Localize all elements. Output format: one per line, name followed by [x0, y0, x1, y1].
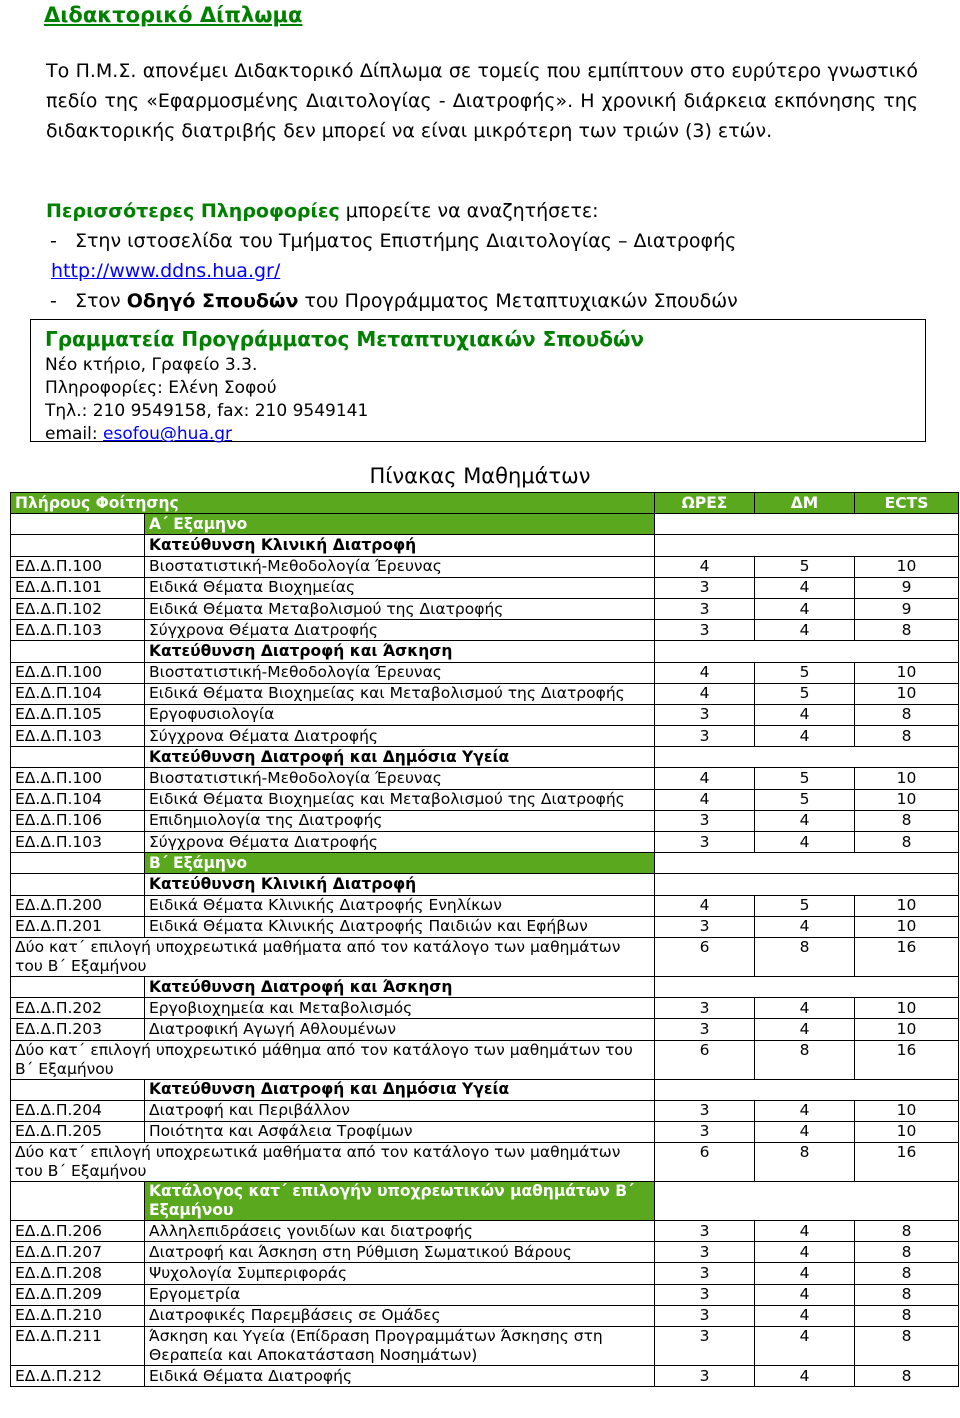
course-row — [11, 556, 959, 577]
info-line-guide-post: του Προγράμματος Μεταπτυχιακών Σπουδών — [298, 290, 738, 312]
course-row — [11, 577, 959, 598]
course-title: Ψυχολογία Συμπεριφοράς — [145, 1263, 655, 1284]
hours-cell: 3 — [655, 1221, 755, 1242]
hours-cell: 3 — [655, 1327, 755, 1366]
ects-cell: 10 — [855, 683, 959, 704]
course-code: ΕΔ.Δ.Π.104 — [11, 789, 145, 810]
courses-table — [10, 492, 959, 1387]
dm-cell: 5 — [755, 556, 855, 577]
course-title: Ειδικά Θέματα Βιοχημείας — [145, 577, 655, 598]
study-guide-label: Οδηγό Σπουδών — [126, 290, 299, 312]
blank-cell — [655, 514, 959, 535]
hours-cell: 3 — [655, 810, 755, 831]
course-title: Αλληλεπιδράσεις γονιδίων και διατροφής — [145, 1221, 655, 1242]
hours-cell: 3 — [655, 998, 755, 1019]
header-hours: ΩΡΕΣ — [655, 493, 755, 514]
course-code: ΕΔ.Δ.Π.105 — [11, 704, 145, 725]
course-row — [11, 832, 959, 853]
info-line-guide-pre: - Στον — [50, 290, 127, 312]
secretariat-email-line — [45, 423, 911, 446]
dm-cell: 4 — [755, 832, 855, 853]
elective-catalog-label: Κατάλογος κατ΄ επιλογήν υποχρεωτικών μαθημάτων Β΄ Εξαμήνου — [145, 1182, 655, 1221]
semester-label: Β΄ Εξάμηνο — [145, 853, 655, 874]
ects-cell: 10 — [855, 998, 959, 1019]
course-title: Διατροφή και Περιβάλλον — [145, 1100, 655, 1121]
course-code: ΕΔ.Δ.Π.208 — [11, 1263, 145, 1284]
ects-cell: 10 — [855, 895, 959, 916]
dm-cell: 4 — [755, 1242, 855, 1263]
course-row — [11, 916, 959, 937]
course-title: Σύγχρονα Θέματα Διατροφής — [145, 620, 655, 641]
course-title: Βιοστατιστική-Μεθοδολογία Έρευνας — [145, 556, 655, 577]
dm-cell: 5 — [755, 895, 855, 916]
blank-cell — [11, 641, 145, 662]
course-title: Ειδικά Θέματα Κλινικής Διατροφής Ενηλίκων — [145, 895, 655, 916]
blank-cell — [11, 1182, 145, 1221]
ects-cell: 10 — [855, 556, 959, 577]
blank-cell — [655, 747, 959, 768]
course-title: Σύγχρονα Θέματα Διατροφής — [145, 832, 655, 853]
course-row — [11, 1100, 959, 1121]
course-title: Ειδικά Θέματα Βιοχημείας και Μεταβολισμού της Διατροφής — [145, 683, 655, 704]
course-row — [11, 1305, 959, 1326]
dm-cell: 5 — [755, 768, 855, 789]
hours-cell: 4 — [655, 768, 755, 789]
dm-cell: 4 — [755, 1121, 855, 1142]
hours-cell: 3 — [655, 726, 755, 747]
course-title: Διατροφικές Παρεμβάσεις σε Ομάδες — [145, 1305, 655, 1326]
ects-cell: 8 — [855, 1221, 959, 1242]
course-code: ΕΔ.Δ.Π.205 — [11, 1121, 145, 1142]
blank-cell — [655, 641, 959, 662]
hours-cell: 3 — [655, 598, 755, 619]
more-info-section — [46, 196, 926, 316]
table-header-row — [11, 493, 959, 514]
ects-cell: 8 — [855, 1242, 959, 1263]
dm-cell: 4 — [755, 1263, 855, 1284]
course-row — [11, 1019, 959, 1040]
header-dm: ΔΜ — [755, 493, 855, 514]
hours-cell: 4 — [655, 789, 755, 810]
hours-cell: 4 — [655, 895, 755, 916]
elective-requirement-text: Δύο κατ΄ επιλογή υποχρεωτικό μάθημα από τον κατάλογο των μαθημάτων του Β΄ Εξαμήνου — [11, 1040, 655, 1079]
dm-cell: 4 — [755, 916, 855, 937]
blank-cell — [655, 1182, 959, 1221]
semester-label: Α΄ Εξαμηνο — [145, 514, 655, 535]
direction-label: Κατεύθυνση Κλινική Διατροφή — [145, 874, 655, 895]
course-row — [11, 1121, 959, 1142]
course-title: Ποιότητα και Ασφάλεια Τροφίμων — [145, 1121, 655, 1142]
course-code: ΕΔ.Δ.Π.206 — [11, 1221, 145, 1242]
course-code: ΕΔ.Δ.Π.104 — [11, 683, 145, 704]
ects-cell: 10 — [855, 768, 959, 789]
course-row — [11, 810, 959, 831]
info-line-website: - Στην ιστοσελίδα του Τμήματος Επιστήμης Διαιτολογίας – Διατροφής — [50, 230, 737, 252]
course-row — [11, 1263, 959, 1284]
direction-label: Κατεύθυνση Διατροφή και Άσκηση — [145, 641, 655, 662]
course-row — [11, 768, 959, 789]
info-line-guide — [46, 286, 926, 316]
ects-cell: 8 — [855, 1366, 959, 1387]
direction-label: Κατεύθυνση Διατροφή και Δημόσια Υγεία — [145, 1079, 655, 1100]
course-row — [11, 1366, 959, 1387]
course-row — [11, 1284, 959, 1305]
hours-cell: 3 — [655, 620, 755, 641]
intro-paragraph: Το Π.Μ.Σ. απονέμει Διδακτορικό Δίπλωμα σε τομείς που εμπίπτουν στο ευρύτερο γνωστικό πεδίο της «Εφαρμοσμένης Διαιτολογίας - Διατροφής». Η χρονική διάρκεια εκπόνησης της διδακτορικής διατριβής δεν μπορεί να είναι μικρότερη των τριών (3) ετών. — [46, 60, 918, 142]
course-code: ΕΔ.Δ.Π.209 — [11, 1284, 145, 1305]
hours-cell: 3 — [655, 1305, 755, 1326]
courses-table-title: Πίνακας Μαθημάτων — [369, 464, 591, 488]
course-code: ΕΔ.Δ.Π.106 — [11, 810, 145, 831]
ects-cell: 9 — [855, 577, 959, 598]
hours-cell: 4 — [655, 556, 755, 577]
ects-cell: 10 — [855, 1121, 959, 1142]
dm-cell: 4 — [755, 1305, 855, 1326]
direction-row — [11, 535, 959, 556]
ects-cell: 16 — [855, 937, 959, 976]
course-code: ΕΔ.Δ.Π.200 — [11, 895, 145, 916]
dm-cell: 5 — [755, 789, 855, 810]
dm-cell: 8 — [755, 1040, 855, 1079]
dm-cell: 4 — [755, 810, 855, 831]
hours-cell: 3 — [655, 1121, 755, 1142]
elective-requirement-text: Δύο κατ΄ επιλογή υποχρεωτικά μαθήματα από τον κατάλογο των μαθημάτων του Β΄ Εξαμήνου — [11, 1143, 655, 1182]
course-row — [11, 1242, 959, 1263]
hours-cell: 3 — [655, 1284, 755, 1305]
semester-row — [11, 853, 959, 874]
direction-row — [11, 747, 959, 768]
ects-cell: 8 — [855, 1327, 959, 1366]
direction-label: Κατεύθυνση Κλινική Διατροφή — [145, 535, 655, 556]
dm-cell: 4 — [755, 1019, 855, 1040]
course-code: ΕΔ.Δ.Π.103 — [11, 726, 145, 747]
course-row — [11, 683, 959, 704]
semester-row — [11, 514, 959, 535]
secretariat-title: Γραμματεία Προγράμματος Μεταπτυχιακών Σπουδών — [45, 327, 645, 351]
course-title: Βιοστατιστική-Μεθοδολογία Έρευνας — [145, 662, 655, 683]
elective-requirement-row — [11, 937, 959, 976]
ects-cell: 10 — [855, 662, 959, 683]
course-row — [11, 1221, 959, 1242]
course-title: Βιοστατιστική-Μεθοδολογία Έρευνας — [145, 768, 655, 789]
dm-cell: 4 — [755, 577, 855, 598]
course-row — [11, 1327, 959, 1366]
hours-cell: 3 — [655, 1263, 755, 1284]
page-title: Διδακτορικό Δίπλωμα — [44, 3, 303, 27]
dm-cell: 4 — [755, 1327, 855, 1366]
blank-cell — [655, 874, 959, 895]
ects-cell: 9 — [855, 598, 959, 619]
dm-cell: 8 — [755, 1143, 855, 1182]
dm-cell: 8 — [755, 937, 855, 976]
header-full-time: Πλήρους Φοίτησης — [11, 493, 655, 514]
direction-row — [11, 874, 959, 895]
direction-label: Κατεύθυνση Διατροφή και Δημόσια Υγεία — [145, 747, 655, 768]
course-code: ΕΔ.Δ.Π.211 — [11, 1327, 145, 1366]
hours-cell: 3 — [655, 1019, 755, 1040]
dm-cell: 4 — [755, 704, 855, 725]
ects-cell: 16 — [855, 1143, 959, 1182]
course-title: Άσκηση και Υγεία (Επίδραση Προγραμμάτων Άσκησης στη Θεραπεία και Αποκατάσταση Νοσημάτων) — [145, 1327, 655, 1366]
secretariat-phone: Τηλ.: 210 9549158, fax: 210 9549141 — [45, 401, 369, 421]
course-row — [11, 598, 959, 619]
course-title: Σύγχρονα Θέματα Διατροφής — [145, 726, 655, 747]
course-code: ΕΔ.Δ.Π.101 — [11, 577, 145, 598]
hours-cell: 3 — [655, 1100, 755, 1121]
ects-cell: 8 — [855, 832, 959, 853]
course-row — [11, 998, 959, 1019]
course-code: ΕΔ.Δ.Π.103 — [11, 620, 145, 641]
course-title: Διατροφική Αγωγή Αθλουμένων — [145, 1019, 655, 1040]
ects-cell: 8 — [855, 1284, 959, 1305]
course-code: ΕΔ.Δ.Π.103 — [11, 832, 145, 853]
course-code: ΕΔ.Δ.Π.201 — [11, 916, 145, 937]
ects-cell: 8 — [855, 726, 959, 747]
course-row — [11, 620, 959, 641]
blank-cell — [655, 853, 959, 874]
blank-cell — [655, 1079, 959, 1100]
hours-cell: 6 — [655, 1143, 755, 1182]
blank-cell — [11, 514, 145, 535]
dm-cell: 5 — [755, 662, 855, 683]
elective-requirement-text: Δύο κατ΄ επιλογή υποχρεωτικά μαθήματα από τον κατάλογο των μαθημάτων του Β΄ Εξαμήνου — [11, 937, 655, 976]
hours-cell: 3 — [655, 832, 755, 853]
course-code: ΕΔ.Δ.Π.212 — [11, 1366, 145, 1387]
blank-cell — [11, 535, 145, 556]
email-link[interactable]: esofou@hua.gr — [103, 424, 233, 444]
course-code: ΕΔ.Δ.Π.100 — [11, 556, 145, 577]
ects-cell: 10 — [855, 789, 959, 810]
department-website-link[interactable]: http://www.ddns.hua.gr/ — [51, 260, 281, 282]
blank-cell — [655, 976, 959, 997]
secretariat-contact: Πληροφορίες: Ελένη Σοφού — [45, 378, 277, 398]
ects-cell: 8 — [855, 1305, 959, 1326]
course-title: Διατροφή και Άσκηση στη Ρύθμιση Σωματικού Βάρους — [145, 1242, 655, 1263]
ects-cell: 8 — [855, 620, 959, 641]
dm-cell: 4 — [755, 1100, 855, 1121]
hours-cell: 3 — [655, 704, 755, 725]
ects-cell: 10 — [855, 1100, 959, 1121]
hours-cell: 4 — [655, 662, 755, 683]
course-title: Ειδικά Θέματα Διατροφής — [145, 1366, 655, 1387]
blank-cell — [655, 535, 959, 556]
more-info-heading-bold: Περισσότερες Πληροφορίες — [46, 200, 340, 222]
course-title: Ειδικά Θέματα Μεταβολισμού της Διατροφής — [145, 598, 655, 619]
elective-requirement-row — [11, 1040, 959, 1079]
direction-row — [11, 1079, 959, 1100]
dm-cell: 4 — [755, 1221, 855, 1242]
course-code: ΕΔ.Δ.Π.100 — [11, 768, 145, 789]
course-code: ΕΔ.Δ.Π.207 — [11, 1242, 145, 1263]
hours-cell: 6 — [655, 1040, 755, 1079]
ects-cell: 10 — [855, 916, 959, 937]
course-code: ΕΔ.Δ.Π.203 — [11, 1019, 145, 1040]
elective-catalog-row — [11, 1182, 959, 1221]
ects-cell: 10 — [855, 1019, 959, 1040]
hours-cell: 6 — [655, 937, 755, 976]
dm-cell: 4 — [755, 598, 855, 619]
course-code: ΕΔ.Δ.Π.204 — [11, 1100, 145, 1121]
dm-cell: 4 — [755, 726, 855, 747]
blank-cell — [11, 853, 145, 874]
hours-cell: 3 — [655, 1366, 755, 1387]
dm-cell: 4 — [755, 1284, 855, 1305]
dm-cell: 4 — [755, 620, 855, 641]
course-title: Εργοβιοχημεία και Μεταβολισμός — [145, 998, 655, 1019]
course-title: Εργοφυσιολογία — [145, 704, 655, 725]
header-ects: ECTS — [855, 493, 959, 514]
dm-cell: 4 — [755, 1366, 855, 1387]
secretariat-box — [30, 319, 926, 442]
direction-label: Κατεύθυνση Διατροφή και Άσκηση — [145, 976, 655, 997]
course-row — [11, 704, 959, 725]
hours-cell: 3 — [655, 577, 755, 598]
course-code: ΕΔ.Δ.Π.100 — [11, 662, 145, 683]
direction-row — [11, 976, 959, 997]
more-info-heading — [46, 196, 926, 226]
dm-cell: 4 — [755, 998, 855, 1019]
email-label: email: — [45, 424, 104, 444]
course-title: Ειδικά Θέματα Βιοχημείας και Μεταβολισμού της Διατροφής — [145, 789, 655, 810]
course-title: Επιδημιολογία της Διατροφής — [145, 810, 655, 831]
elective-requirement-row — [11, 1143, 959, 1182]
blank-cell — [11, 976, 145, 997]
course-code: ΕΔ.Δ.Π.210 — [11, 1305, 145, 1326]
blank-cell — [11, 874, 145, 895]
ects-cell: 8 — [855, 810, 959, 831]
direction-row — [11, 641, 959, 662]
course-row — [11, 895, 959, 916]
blank-cell — [11, 1079, 145, 1100]
hours-cell: 3 — [655, 1242, 755, 1263]
hours-cell: 3 — [655, 916, 755, 937]
ects-cell: 8 — [855, 1263, 959, 1284]
hours-cell: 4 — [655, 683, 755, 704]
dm-cell: 5 — [755, 683, 855, 704]
ects-cell: 8 — [855, 704, 959, 725]
course-code: ΕΔ.Δ.Π.202 — [11, 998, 145, 1019]
course-code: ΕΔ.Δ.Π.102 — [11, 598, 145, 619]
course-title: Εργομετρία — [145, 1284, 655, 1305]
blank-cell — [11, 747, 145, 768]
course-row — [11, 662, 959, 683]
secretariat-office: Νέο κτήριο, Γραφείο 3.3. — [45, 355, 258, 375]
course-title: Ειδικά Θέματα Κλινικής Διατροφής Παιδιών και Εφήβων — [145, 916, 655, 937]
course-row — [11, 789, 959, 810]
course-row — [11, 726, 959, 747]
ects-cell: 16 — [855, 1040, 959, 1079]
more-info-heading-rest: μπορείτε να αναζητήσετε: — [339, 200, 599, 222]
